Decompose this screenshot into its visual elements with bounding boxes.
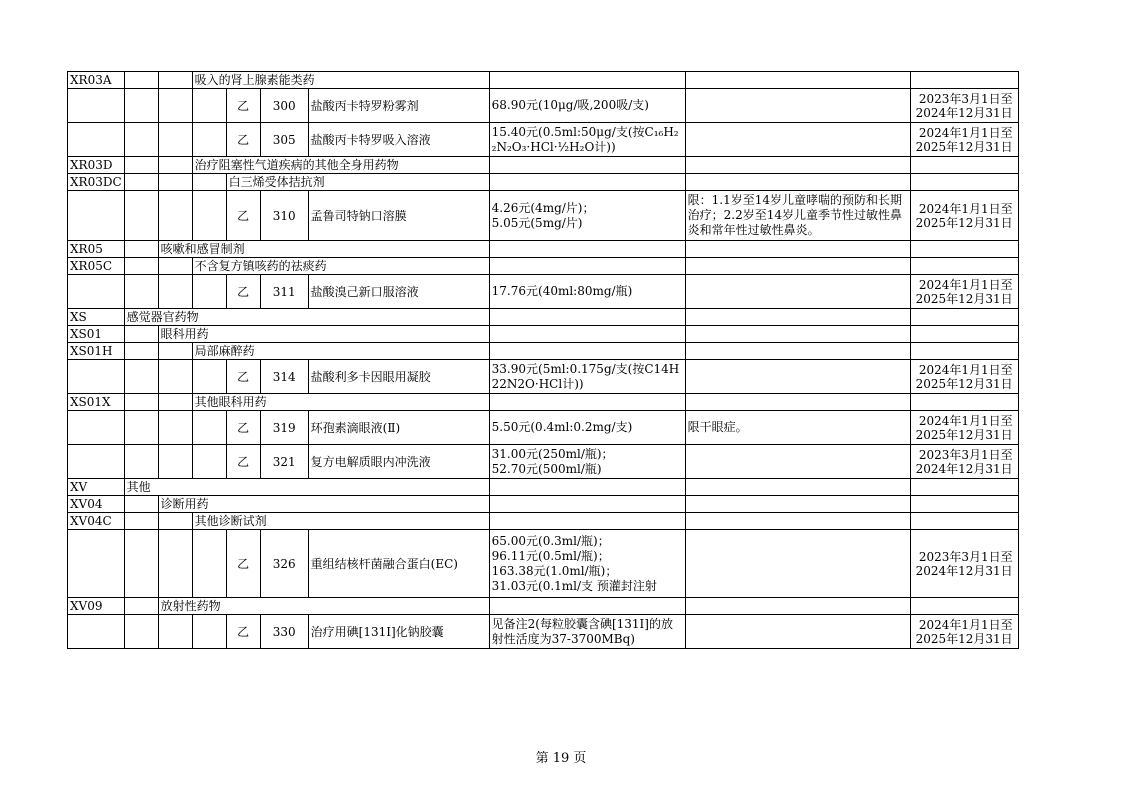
category-row xyxy=(68,309,1019,326)
empty-cell xyxy=(192,275,226,309)
drug-row xyxy=(68,123,1019,157)
empty-cell xyxy=(124,258,158,275)
category-name: 其他眼科用药 xyxy=(192,394,489,411)
drug-name: 重组结核杆菌融合蛋白(EC) xyxy=(308,530,489,598)
category-code: XS01 xyxy=(68,326,125,343)
empty-cell xyxy=(489,72,685,89)
category-name: 不含复方镇咳药的祛痰药 xyxy=(192,258,489,275)
empty-cell xyxy=(158,157,192,174)
drug-grade: 乙 xyxy=(226,191,260,241)
empty-cell xyxy=(910,309,1018,326)
drug-number: 311 xyxy=(260,275,308,309)
drug-number: 310 xyxy=(260,191,308,241)
empty-cell xyxy=(68,360,125,394)
date-line: 2025年12月31日 xyxy=(915,215,1013,230)
empty-cell xyxy=(489,513,685,530)
empty-cell xyxy=(685,72,910,89)
date-line: 2024年12月31日 xyxy=(915,105,1013,120)
category-code: XR03D xyxy=(68,157,125,174)
empty-cell xyxy=(68,89,125,123)
drug-grade: 乙 xyxy=(226,411,260,445)
empty-cell xyxy=(158,394,192,411)
category-code: XR03A xyxy=(68,72,125,89)
empty-cell xyxy=(158,615,192,649)
drug-grade: 乙 xyxy=(226,360,260,394)
drug-row xyxy=(68,275,1019,309)
empty-cell xyxy=(910,394,1018,411)
empty-cell xyxy=(124,530,158,598)
empty-cell xyxy=(68,615,125,649)
empty-cell xyxy=(489,309,685,326)
empty-cell xyxy=(489,598,685,615)
empty-cell xyxy=(910,479,1018,496)
empty-cell xyxy=(124,445,158,479)
category-name: 吸入的肾上腺素能类药 xyxy=(192,72,489,89)
category-code: XV04 xyxy=(68,496,125,513)
drug-price: 5.50元(0.4ml:0.2mg/支) xyxy=(489,411,685,445)
drug-grade: 乙 xyxy=(226,275,260,309)
drug-grade: 乙 xyxy=(226,615,260,649)
drug-price: 4.26元(4mg/片)； 5.05元(5mg/片) xyxy=(489,191,685,241)
empty-cell xyxy=(192,445,226,479)
empty-cell xyxy=(192,174,226,191)
date-line: 2025年12月31日 xyxy=(915,631,1013,646)
category-row xyxy=(68,496,1019,513)
drug-price: 17.76元(40ml:80mg/瓶) xyxy=(489,275,685,309)
date-line: 2024年1月1日至 xyxy=(918,277,1013,292)
empty-cell xyxy=(124,241,158,258)
empty-cell xyxy=(158,513,192,530)
drug-grade: 乙 xyxy=(226,123,260,157)
empty-cell xyxy=(124,326,158,343)
empty-cell xyxy=(158,411,192,445)
drug-remark xyxy=(685,615,910,649)
empty-cell xyxy=(685,598,910,615)
empty-cell xyxy=(489,326,685,343)
date-line: 2024年1月1日至 xyxy=(918,201,1013,216)
empty-cell xyxy=(192,89,226,123)
drug-row xyxy=(68,191,1019,241)
drug-number: 321 xyxy=(260,445,308,479)
category-code: XV09 xyxy=(68,598,125,615)
category-row xyxy=(68,157,1019,174)
category-row xyxy=(68,598,1019,615)
drug-remark xyxy=(685,445,910,479)
category-row xyxy=(68,343,1019,360)
drug-name: 复方电解质眼内冲洗液 xyxy=(308,445,489,479)
drug-dates xyxy=(910,445,1018,479)
empty-cell xyxy=(124,394,158,411)
empty-cell xyxy=(124,89,158,123)
drug-dates xyxy=(910,530,1018,598)
drug-dates xyxy=(910,123,1018,157)
category-row xyxy=(68,394,1019,411)
drug-dates xyxy=(910,411,1018,445)
empty-cell xyxy=(192,411,226,445)
empty-cell xyxy=(68,530,125,598)
category-name: 其他诊断试剂 xyxy=(192,513,489,530)
empty-cell xyxy=(124,513,158,530)
empty-cell xyxy=(124,275,158,309)
empty-cell xyxy=(685,479,910,496)
empty-cell xyxy=(489,394,685,411)
drug-number: 305 xyxy=(260,123,308,157)
empty-cell xyxy=(685,309,910,326)
category-row xyxy=(68,174,1019,191)
date-line: 2024年1月1日至 xyxy=(918,413,1013,428)
category-row xyxy=(68,258,1019,275)
drug-name: 盐酸溴己新口服溶液 xyxy=(308,275,489,309)
empty-cell xyxy=(910,174,1018,191)
date-line: 2024年12月31日 xyxy=(915,563,1013,578)
empty-cell xyxy=(68,191,125,241)
category-code: XR05 xyxy=(68,241,125,258)
drug-list-table xyxy=(67,71,1019,649)
drug-name: 盐酸利多卡因眼用凝胶 xyxy=(308,360,489,394)
drug-number: 300 xyxy=(260,89,308,123)
drug-row xyxy=(68,615,1019,649)
date-line: 2023年3月1日至 xyxy=(918,447,1013,462)
empty-cell xyxy=(192,615,226,649)
empty-cell xyxy=(685,241,910,258)
empty-cell xyxy=(489,157,685,174)
empty-cell xyxy=(124,598,158,615)
empty-cell xyxy=(489,496,685,513)
drug-number: 314 xyxy=(260,360,308,394)
drug-row xyxy=(68,89,1019,123)
drug-row xyxy=(68,530,1019,598)
empty-cell xyxy=(158,89,192,123)
empty-cell xyxy=(192,360,226,394)
empty-cell xyxy=(910,72,1018,89)
drug-name: 治疗用碘[131I]化钠胶囊 xyxy=(308,615,489,649)
empty-cell xyxy=(910,343,1018,360)
drug-grade: 乙 xyxy=(226,445,260,479)
empty-cell xyxy=(124,615,158,649)
page-number: 第 19 页 xyxy=(535,751,587,766)
empty-cell xyxy=(158,530,192,598)
drug-dates xyxy=(910,191,1018,241)
empty-cell xyxy=(68,411,125,445)
drug-remark: 限干眼症。 xyxy=(685,411,910,445)
empty-cell xyxy=(124,343,158,360)
empty-cell xyxy=(68,123,125,157)
category-row xyxy=(68,326,1019,343)
drug-dates xyxy=(910,615,1018,649)
category-row xyxy=(68,72,1019,89)
empty-cell xyxy=(489,479,685,496)
drug-name: 环孢素滴眼液(Ⅱ) xyxy=(308,411,489,445)
empty-cell xyxy=(910,598,1018,615)
category-name: 感觉器官药物 xyxy=(124,309,489,326)
empty-cell xyxy=(124,123,158,157)
category-code: XV xyxy=(68,479,125,496)
drug-remark xyxy=(685,89,910,123)
empty-cell xyxy=(124,157,158,174)
drug-price: 15.40元(0.5ml:50μg/支(按C₁₆H₂₂N₂O₃·HCl·½H₂O计)) xyxy=(489,123,685,157)
empty-cell xyxy=(685,258,910,275)
empty-cell xyxy=(685,513,910,530)
empty-cell xyxy=(158,275,192,309)
empty-cell xyxy=(124,360,158,394)
empty-cell xyxy=(158,258,192,275)
drug-row xyxy=(68,360,1019,394)
date-line: 2024年12月31日 xyxy=(915,461,1013,476)
category-code: XS01X xyxy=(68,394,125,411)
category-code: XS xyxy=(68,309,125,326)
empty-cell xyxy=(685,157,910,174)
drug-remark xyxy=(685,360,910,394)
date-line: 2024年1月1日至 xyxy=(918,617,1013,632)
empty-cell xyxy=(158,174,192,191)
category-code: XS01H xyxy=(68,343,125,360)
date-line: 2024年1月1日至 xyxy=(918,362,1013,377)
category-name: 放射性药物 xyxy=(158,598,489,615)
date-line: 2023年3月1日至 xyxy=(918,549,1013,564)
drug-price: 65.00元(0.3ml/瓶)； 96.11元(0.5ml/瓶)； 163.38元(1.0ml/瓶)； 31.03元(0.1ml/支 预灌封注射 xyxy=(489,530,685,598)
empty-cell xyxy=(489,258,685,275)
category-code: XV04C xyxy=(68,513,125,530)
category-name: 诊断用药 xyxy=(158,496,489,513)
empty-cell xyxy=(685,496,910,513)
empty-cell xyxy=(124,191,158,241)
empty-cell xyxy=(124,496,158,513)
empty-cell xyxy=(158,191,192,241)
empty-cell xyxy=(489,241,685,258)
date-line: 2025年12月31日 xyxy=(915,139,1013,154)
category-name: 治疗阻塞性气道疾病的其他全身用药物 xyxy=(192,157,489,174)
drug-price: 31.00元(250ml/瓶)； 52.70元(500ml/瓶) xyxy=(489,445,685,479)
empty-cell xyxy=(489,174,685,191)
drug-row xyxy=(68,411,1019,445)
category-name: 咳嗽和感冒制剂 xyxy=(158,241,489,258)
empty-cell xyxy=(489,343,685,360)
empty-cell xyxy=(910,258,1018,275)
drug-row xyxy=(68,445,1019,479)
date-line: 2023年3月1日至 xyxy=(918,91,1013,106)
empty-cell xyxy=(910,241,1018,258)
empty-cell xyxy=(685,326,910,343)
empty-cell xyxy=(124,174,158,191)
date-line: 2025年12月31日 xyxy=(915,427,1013,442)
drug-remark xyxy=(685,530,910,598)
category-row xyxy=(68,241,1019,258)
category-name: 眼科用药 xyxy=(158,326,489,343)
category-name: 局部麻醉药 xyxy=(192,343,489,360)
empty-cell xyxy=(158,123,192,157)
empty-cell xyxy=(192,530,226,598)
empty-cell xyxy=(192,123,226,157)
date-line: 2025年12月31日 xyxy=(915,376,1013,391)
date-line: 2024年1月1日至 xyxy=(918,125,1013,140)
empty-cell xyxy=(910,326,1018,343)
empty-cell xyxy=(158,343,192,360)
drug-remark xyxy=(685,123,910,157)
empty-cell xyxy=(158,72,192,89)
empty-cell xyxy=(158,360,192,394)
category-name: 白三烯受体拮抗剂 xyxy=(226,174,489,191)
empty-cell xyxy=(158,445,192,479)
category-code: XR05C xyxy=(68,258,125,275)
drug-price: 33.90元(5ml:0.175g/支(按C14H22N2O·HCl计)) xyxy=(489,360,685,394)
drug-dates xyxy=(910,275,1018,309)
drug-price: 见备注2(每粒胶囊含碘[131I]的放射性活度为37-3700MBq) xyxy=(489,615,685,649)
empty-cell xyxy=(910,496,1018,513)
category-row xyxy=(68,479,1019,496)
drug-grade: 乙 xyxy=(226,89,260,123)
drug-number: 330 xyxy=(260,615,308,649)
empty-cell xyxy=(68,445,125,479)
empty-cell xyxy=(685,174,910,191)
empty-cell xyxy=(910,157,1018,174)
category-code: XR03DC xyxy=(68,174,125,191)
empty-cell xyxy=(192,191,226,241)
drug-number: 326 xyxy=(260,530,308,598)
empty-cell xyxy=(68,275,125,309)
empty-cell xyxy=(685,343,910,360)
drug-remark: 限：1.1岁至14岁儿童哮喘的预防和长期治疗；2.2岁至14岁儿童季节性过敏性鼻炎和常年性过敏性鼻炎。 xyxy=(685,191,910,241)
drug-remark xyxy=(685,275,910,309)
empty-cell xyxy=(910,513,1018,530)
empty-cell xyxy=(124,72,158,89)
drug-dates xyxy=(910,89,1018,123)
drug-price: 68.90元(10μg/吸,200吸/支) xyxy=(489,89,685,123)
drug-name: 孟鲁司特钠口溶膜 xyxy=(308,191,489,241)
category-row xyxy=(68,513,1019,530)
empty-cell xyxy=(124,411,158,445)
drug-grade: 乙 xyxy=(226,530,260,598)
date-line: 2025年12月31日 xyxy=(915,291,1013,306)
drug-name: 盐酸丙卡特罗吸入溶液 xyxy=(308,123,489,157)
drug-number: 319 xyxy=(260,411,308,445)
drug-dates xyxy=(910,360,1018,394)
drug-name: 盐酸丙卡特罗粉雾剂 xyxy=(308,89,489,123)
category-name: 其他 xyxy=(124,479,489,496)
empty-cell xyxy=(685,394,910,411)
